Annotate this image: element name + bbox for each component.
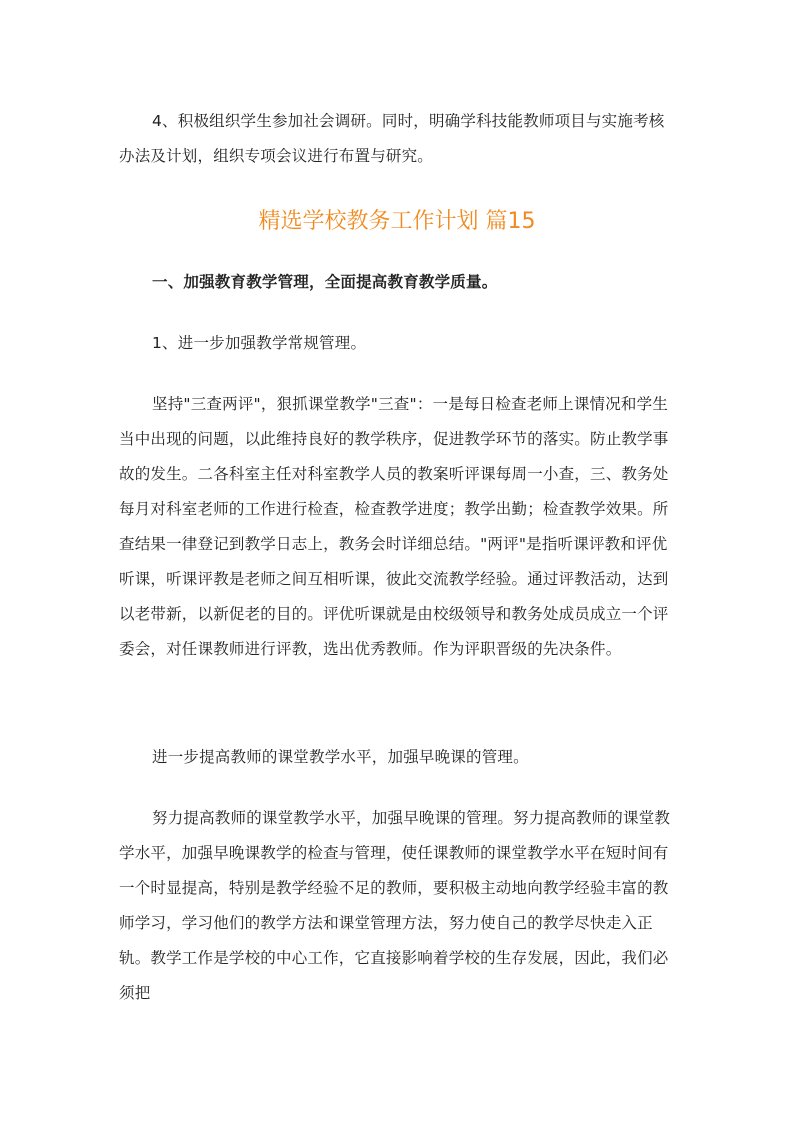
subheading-1: 1、进一步加强教学常规管理。 [152, 334, 367, 352]
intro-paragraph: 4、积极组织学生参加社会调研。同时，明确学科技能教师项目与实施考核办法及计划，组织专项会议进行布置与研究。 [119, 112, 665, 165]
paragraph-1: 坚持"三查两评"，狠抓课堂教学"三查"：一是每日检查老师上课情况和学生当中出现的问题，以此维持良好的教学秩序，促进教学环节的落实。防止教学事故的发生。二各科室主任对科室教学人员的教案听评课每周一小查，三、教务处每月对科室老师的工作进行检查，检查教学进度；教学出勤；检查教学效果。所查结果一律登记到教学日志上，教务会时详细总结。"两评"是指听课评教和评优听课，听课评教是老师之间互相听课，彼此交流教学经验。通过评教活动，达到以老带新，以新促老的目的。评优听课就是由校级领导和教务处成员成立一个评委会，对任课教师进行评教，选出优秀教师。作为评职晋级的先决条件。 [119, 395, 669, 658]
subheading-2: 进一步提高教师的课堂教学水平，加强早晚课的管理。 [152, 748, 529, 766]
section-title: 精选学校教务工作计划 篇15 [258, 209, 536, 234]
heading-1: 一、加强教育教学管理，全面提高教育教学质量。 [152, 273, 498, 291]
paragraph-2: 努力提高教师的课堂教学水平，加强早晚课的管理。努力提高教师的课堂教学水平，加强早晚课教学的检查与管理，使任课教师的课堂教学水平在短时间有一个时显提高，特别是教学经验不足的教师，要积极主动地向教学经验丰富的教师学习，学习他们的教学方法和课堂管理方法，努力使自己的教学尽快走入正轨。教学工作是学校的中心工作，它直接影响着学校的生存发展，因此，我们必须把 [119, 809, 671, 1002]
